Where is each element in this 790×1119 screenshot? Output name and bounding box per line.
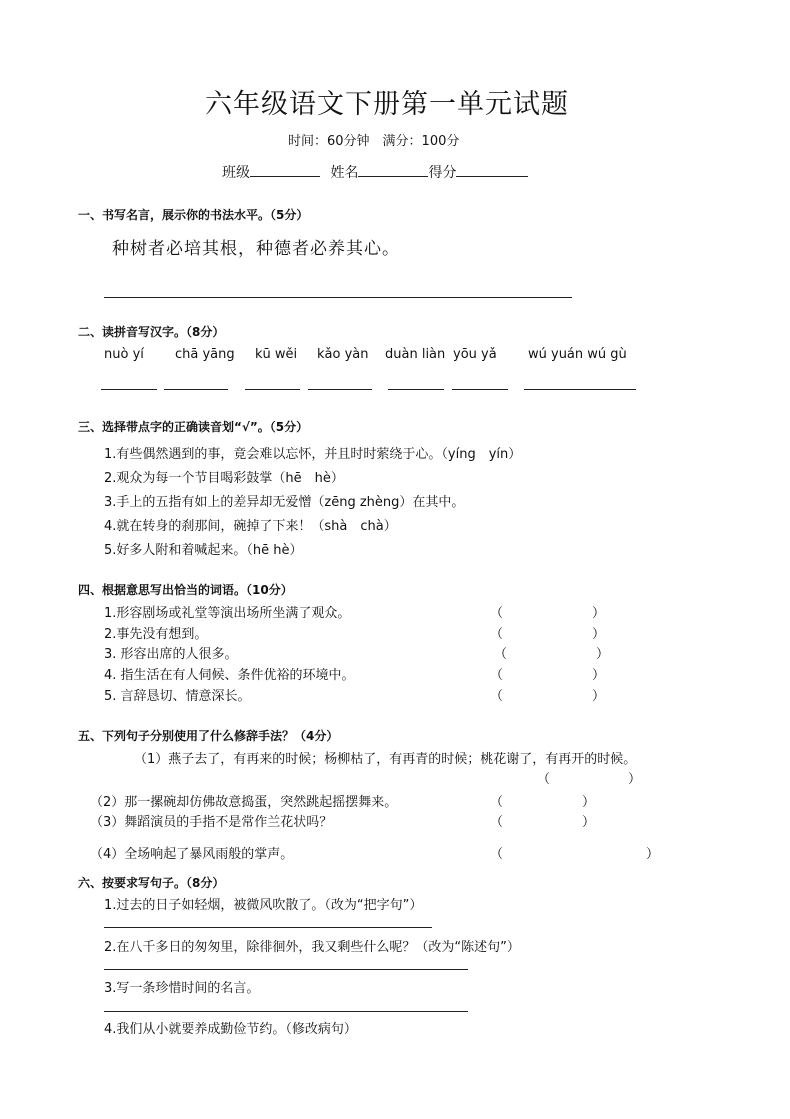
answer-paren-open: （ — [494, 647, 508, 662]
answer-paren-close: ） — [646, 847, 660, 862]
rhetoric-item: （4）全场响起了暴风雨般的掌声。 — [90, 847, 294, 862]
definition-item: 3. 形容出席的人很多。 — [104, 647, 238, 662]
answer-paren-close: ） — [628, 772, 642, 787]
rewrite-item: 1.过去的日子如轻烟，被微风吹散了。（改为“把字句”） — [104, 898, 423, 913]
student-info-row — [222, 162, 528, 182]
pinyin-answer-line[interactable] — [245, 389, 300, 390]
section-5-heading: 五、下列句子分别使用了什么修辞手法？（4分） — [78, 729, 339, 743]
answer-paren-close: ） — [592, 606, 606, 621]
pinyin-answer-line[interactable] — [452, 389, 508, 390]
section-6-heading: 六、按要求写句子。（8分） — [78, 876, 225, 890]
section-2-heading: 二、读拼音写汉字。（8分） — [78, 325, 225, 339]
score-label: 得分 — [428, 165, 457, 181]
answer-paren-close: ） — [596, 647, 610, 662]
pinyin-item: kū wěi — [255, 347, 298, 362]
pinyin-answer-line[interactable] — [524, 389, 636, 390]
reading-item: 4.就在转身的刹那间，碗掉了下来！（shà chà） — [104, 519, 397, 534]
rewrite-item: 2.在八千多日的匆匆里，除徘徊外，我又剩些什么呢？（改为“陈述句”） — [104, 940, 520, 955]
answer-paren-open: （ — [490, 795, 504, 810]
section-3-heading: 三、选择带点字的正确读音划“√”。（5分） — [78, 420, 309, 434]
answer-paren-open: （ — [490, 606, 504, 621]
answer-paren-open: （ — [490, 847, 504, 862]
definition-item: 1.形容剧场或礼堂等演出场所坐满了观众。 — [104, 606, 351, 621]
class-blank[interactable] — [250, 162, 320, 177]
definition-item: 4. 指生活在有人伺候、条件优裕的环境中。 — [104, 668, 355, 683]
name-label: 姓名 — [330, 165, 359, 181]
pinyin-item: nuò yí — [104, 347, 144, 362]
section-4-heading: 四、根据意思写出恰当的词语。（10分） — [78, 583, 293, 597]
class-label: 班级 — [222, 165, 250, 181]
pinyin-answer-line[interactable] — [308, 389, 372, 390]
definition-item: 2.事先没有想到。 — [104, 627, 208, 642]
definition-item: 5. 言辞恳切、情意深长。 — [104, 689, 251, 704]
answer-paren-close: ） — [592, 689, 606, 704]
answer-paren-close: ） — [592, 668, 606, 683]
pinyin-item: chā yāng — [175, 347, 235, 362]
section-1-quote: 种树者必培其根，种德者必养其心。 — [112, 239, 400, 259]
answer-paren-open: （ — [490, 815, 504, 830]
rewrite-item: 3.写一条珍惜时间的名言。 — [104, 981, 260, 996]
answer-paren-close: ） — [582, 815, 596, 830]
page-title: 六年级语文下册第一单元试题 — [205, 89, 569, 120]
pinyin-answer-line[interactable] — [164, 389, 228, 390]
rewrite-answer-line[interactable] — [104, 927, 432, 928]
section-1-answer-line[interactable] — [104, 297, 572, 298]
answer-paren-close: ） — [592, 627, 606, 642]
exam-info: 时间：60分钟 满分：100分 — [288, 134, 460, 149]
name-blank[interactable] — [358, 162, 428, 177]
section-1-heading: 一、书写名言，展示你的书法水平。（5分） — [78, 208, 309, 222]
rhetoric-item: （1）燕子去了，有再来的时候；杨柳枯了，有再青的时候；桃花谢了，有再开的时候。 — [134, 752, 637, 767]
answer-paren-open: （ — [537, 772, 551, 787]
pinyin-item: kǎo yàn — [317, 347, 369, 362]
rhetoric-item: （3）舞蹈演员的手指不是常作兰花状吗？ — [90, 815, 333, 830]
reading-item: 3.手上的五指有如上的差异却无爱憎（zēng zhèng）在其中。 — [104, 495, 465, 510]
pinyin-answer-line[interactable] — [388, 389, 444, 390]
answer-paren-open: （ — [490, 689, 504, 704]
answer-paren-open: （ — [490, 668, 504, 683]
rewrite-answer-line[interactable] — [104, 969, 468, 970]
answer-paren-open: （ — [490, 627, 504, 642]
rewrite-item: 4.我们从小就要养成勤俭节约。（修改病句） — [104, 1022, 357, 1037]
reading-item: 1.有些偶然遇到的事，竟会难以忘怀，并且时时萦绕于心。（yíng yín） — [104, 447, 522, 462]
reading-item: 5.好多人附和着喊起来。（hē hè） — [104, 543, 303, 558]
pinyin-item: yōu yǎ — [453, 347, 497, 362]
pinyin-item: wú yuán wú gù — [528, 347, 627, 362]
pinyin-answer-line[interactable] — [101, 389, 157, 390]
rhetoric-item: （2）那一摞碗却仿佛故意捣蛋，突然跳起摇摆舞来。 — [90, 795, 398, 810]
reading-item: 2.观众为每一个节目喝彩鼓掌（hē hè） — [104, 471, 344, 486]
score-blank[interactable] — [456, 162, 528, 177]
answer-paren-close: ） — [582, 795, 596, 810]
pinyin-item: duàn liàn — [385, 347, 446, 362]
rewrite-answer-line[interactable] — [104, 1011, 468, 1012]
